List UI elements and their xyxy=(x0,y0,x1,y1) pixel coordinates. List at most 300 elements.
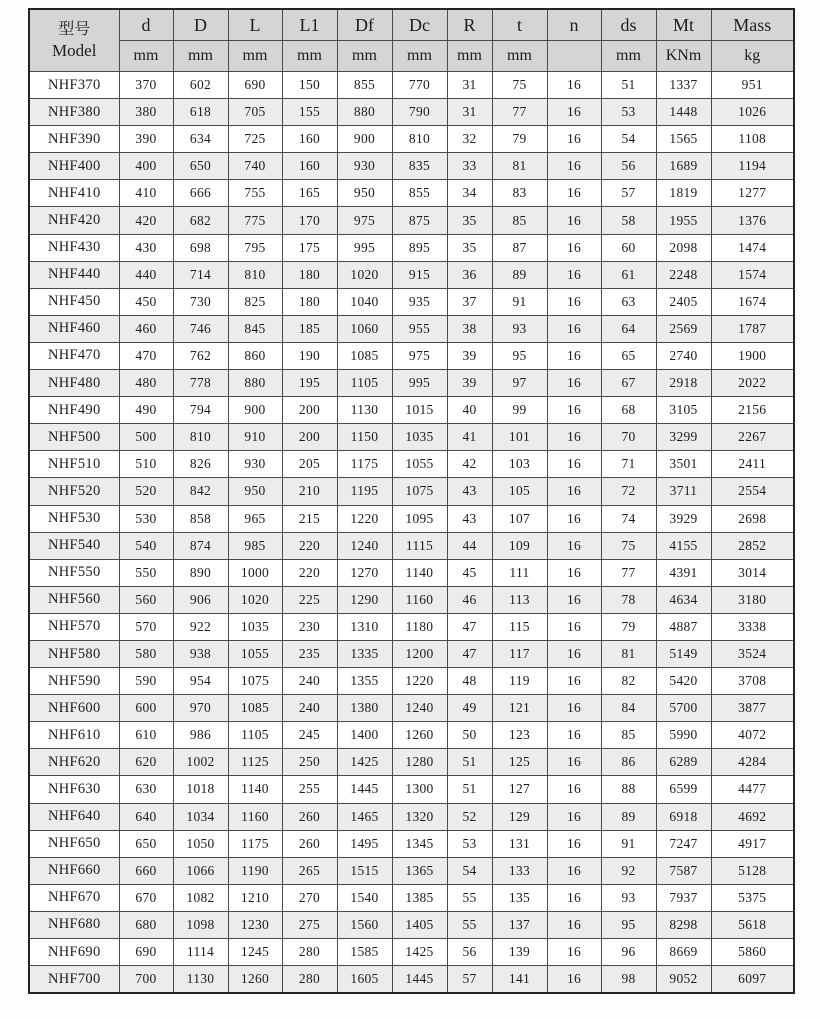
cell-t: 91 xyxy=(492,288,547,315)
cell-ds: 74 xyxy=(601,505,656,532)
cell-r: 51 xyxy=(447,749,492,776)
cell-model: NHF500 xyxy=(29,424,119,451)
cell-n: 16 xyxy=(547,207,601,234)
cell-n: 16 xyxy=(547,99,601,126)
cell-mt: 1819 xyxy=(656,180,711,207)
cell-model: NHF660 xyxy=(29,857,119,884)
cell-l1: 200 xyxy=(282,397,337,424)
cell-n: 16 xyxy=(547,559,601,586)
column-unit-l1: mm xyxy=(282,41,337,72)
cell-dc: 975 xyxy=(392,342,447,369)
cell-mass: 4477 xyxy=(711,776,794,803)
cell-model: NHF480 xyxy=(29,370,119,397)
cell-mt: 2569 xyxy=(656,315,711,342)
cell-mass: 4692 xyxy=(711,803,794,830)
header-units-row xyxy=(29,41,794,72)
cell-ds: 88 xyxy=(601,776,656,803)
cell-model: NHF420 xyxy=(29,207,119,234)
cell-df: 1605 xyxy=(337,966,392,994)
cell-model: NHF370 xyxy=(29,72,119,99)
cell-l1: 250 xyxy=(282,749,337,776)
cell-mass: 3524 xyxy=(711,640,794,667)
cell-model: NHF620 xyxy=(29,749,119,776)
cell-dc: 1425 xyxy=(392,939,447,966)
cell-mass: 2156 xyxy=(711,397,794,424)
cell-mass: 3877 xyxy=(711,695,794,722)
header-labels-row xyxy=(29,9,794,41)
cell-d: 570 xyxy=(119,613,173,640)
cell-l: 755 xyxy=(228,180,282,207)
cell-n: 16 xyxy=(547,939,601,966)
cell-d: 650 xyxy=(119,830,173,857)
cell-d: 560 xyxy=(119,586,173,613)
cell-d: 810 xyxy=(173,424,228,451)
cell-l: 880 xyxy=(228,370,282,397)
cell-d: 400 xyxy=(119,153,173,180)
cell-l1: 265 xyxy=(282,857,337,884)
cell-model: NHF470 xyxy=(29,342,119,369)
cell-ds: 81 xyxy=(601,640,656,667)
cell-n: 16 xyxy=(547,668,601,695)
cell-ds: 79 xyxy=(601,613,656,640)
cell-d: 602 xyxy=(173,72,228,99)
cell-d: 986 xyxy=(173,722,228,749)
cell-l: 825 xyxy=(228,288,282,315)
cell-l1: 270 xyxy=(282,884,337,911)
cell-t: 123 xyxy=(492,722,547,749)
cell-l: 1245 xyxy=(228,939,282,966)
table-row xyxy=(29,830,794,857)
cell-mass: 2852 xyxy=(711,532,794,559)
cell-df: 1150 xyxy=(337,424,392,451)
table-row xyxy=(29,72,794,99)
cell-dc: 1220 xyxy=(392,668,447,695)
column-unit-d: mm xyxy=(173,41,228,72)
column-header-dc: Dc xyxy=(392,9,447,41)
cell-df: 1195 xyxy=(337,478,392,505)
cell-l1: 160 xyxy=(282,153,337,180)
cell-n: 16 xyxy=(547,857,601,884)
cell-model: NHF630 xyxy=(29,776,119,803)
cell-l: 795 xyxy=(228,234,282,261)
cell-l1: 280 xyxy=(282,939,337,966)
cell-mt: 3711 xyxy=(656,478,711,505)
cell-d: 1082 xyxy=(173,884,228,911)
cell-l1: 220 xyxy=(282,559,337,586)
cell-l1: 230 xyxy=(282,613,337,640)
cell-mass: 3338 xyxy=(711,613,794,640)
cell-n: 16 xyxy=(547,315,601,342)
cell-df: 1310 xyxy=(337,613,392,640)
table-row xyxy=(29,451,794,478)
cell-l: 910 xyxy=(228,424,282,451)
cell-t: 107 xyxy=(492,505,547,532)
cell-d: 682 xyxy=(173,207,228,234)
cell-ds: 51 xyxy=(601,72,656,99)
cell-r: 39 xyxy=(447,342,492,369)
table-row xyxy=(29,99,794,126)
column-header-d: D xyxy=(173,9,228,41)
column-unit-mass: kg xyxy=(711,41,794,72)
cell-dc: 955 xyxy=(392,315,447,342)
cell-d: 430 xyxy=(119,234,173,261)
cell-l1: 275 xyxy=(282,911,337,938)
cell-df: 1465 xyxy=(337,803,392,830)
cell-d: 906 xyxy=(173,586,228,613)
cell-mass: 5128 xyxy=(711,857,794,884)
cell-t: 87 xyxy=(492,234,547,261)
cell-model: NHF430 xyxy=(29,234,119,261)
cell-r: 47 xyxy=(447,613,492,640)
column-header-n: n xyxy=(547,9,601,41)
cell-t: 101 xyxy=(492,424,547,451)
cell-d: 370 xyxy=(119,72,173,99)
cell-model: NHF650 xyxy=(29,830,119,857)
cell-t: 99 xyxy=(492,397,547,424)
cell-mt: 8669 xyxy=(656,939,711,966)
cell-l: 705 xyxy=(228,99,282,126)
cell-dc: 1160 xyxy=(392,586,447,613)
cell-mt: 1565 xyxy=(656,126,711,153)
cell-d: 1002 xyxy=(173,749,228,776)
cell-r: 41 xyxy=(447,424,492,451)
cell-l: 1160 xyxy=(228,803,282,830)
cell-r: 33 xyxy=(447,153,492,180)
table-row xyxy=(29,532,794,559)
cell-mt: 2740 xyxy=(656,342,711,369)
cell-model: NHF450 xyxy=(29,288,119,315)
cell-l1: 200 xyxy=(282,424,337,451)
cell-ds: 84 xyxy=(601,695,656,722)
cell-mt: 4887 xyxy=(656,613,711,640)
cell-d: 630 xyxy=(119,776,173,803)
column-unit-df: mm xyxy=(337,41,392,72)
cell-mass: 5618 xyxy=(711,911,794,938)
column-header-t: t xyxy=(492,9,547,41)
cell-model: NHF570 xyxy=(29,613,119,640)
column-unit-mt: KNm xyxy=(656,41,711,72)
table-row xyxy=(29,342,794,369)
column-unit-n xyxy=(547,41,601,72)
cell-df: 1560 xyxy=(337,911,392,938)
cell-t: 103 xyxy=(492,451,547,478)
cell-model: NHF610 xyxy=(29,722,119,749)
cell-n: 16 xyxy=(547,722,601,749)
cell-r: 35 xyxy=(447,234,492,261)
cell-t: 121 xyxy=(492,695,547,722)
cell-d: 420 xyxy=(119,207,173,234)
cell-dc: 895 xyxy=(392,234,447,261)
table-row xyxy=(29,207,794,234)
cell-mass: 1787 xyxy=(711,315,794,342)
cell-dc: 1015 xyxy=(392,397,447,424)
cell-mt: 2248 xyxy=(656,261,711,288)
cell-mt: 7937 xyxy=(656,884,711,911)
cell-model: NHF600 xyxy=(29,695,119,722)
cell-df: 1085 xyxy=(337,342,392,369)
cell-n: 16 xyxy=(547,451,601,478)
cell-mass: 1194 xyxy=(711,153,794,180)
cell-dc: 1345 xyxy=(392,830,447,857)
cell-l1: 240 xyxy=(282,695,337,722)
cell-l: 1055 xyxy=(228,640,282,667)
cell-ds: 86 xyxy=(601,749,656,776)
cell-mass: 2411 xyxy=(711,451,794,478)
column-unit-ds: mm xyxy=(601,41,656,72)
cell-l: 930 xyxy=(228,451,282,478)
cell-n: 16 xyxy=(547,586,601,613)
cell-n: 16 xyxy=(547,72,601,99)
cell-l: 950 xyxy=(228,478,282,505)
cell-l: 1260 xyxy=(228,966,282,994)
cell-mass: 1026 xyxy=(711,99,794,126)
cell-t: 109 xyxy=(492,532,547,559)
cell-d: 618 xyxy=(173,99,228,126)
coupling-spec-table xyxy=(28,8,795,994)
cell-dc: 1445 xyxy=(392,966,447,994)
cell-mt: 4391 xyxy=(656,559,711,586)
cell-d: 1034 xyxy=(173,803,228,830)
cell-mass: 2554 xyxy=(711,478,794,505)
cell-df: 1060 xyxy=(337,315,392,342)
cell-r: 40 xyxy=(447,397,492,424)
cell-d: 450 xyxy=(119,288,173,315)
cell-ds: 60 xyxy=(601,234,656,261)
cell-model: NHF390 xyxy=(29,126,119,153)
cell-df: 1175 xyxy=(337,451,392,478)
cell-mt: 6599 xyxy=(656,776,711,803)
cell-df: 1355 xyxy=(337,668,392,695)
table-row xyxy=(29,695,794,722)
cell-dc: 1320 xyxy=(392,803,447,830)
cell-r: 56 xyxy=(447,939,492,966)
cell-mt: 3299 xyxy=(656,424,711,451)
cell-df: 1105 xyxy=(337,370,392,397)
cell-mt: 7247 xyxy=(656,830,711,857)
table-row xyxy=(29,722,794,749)
cell-l: 1140 xyxy=(228,776,282,803)
cell-l: 775 xyxy=(228,207,282,234)
cell-n: 16 xyxy=(547,532,601,559)
cell-model: NHF460 xyxy=(29,315,119,342)
cell-l1: 235 xyxy=(282,640,337,667)
cell-dc: 1140 xyxy=(392,559,447,586)
table-row xyxy=(29,153,794,180)
cell-n: 16 xyxy=(547,884,601,911)
cell-dc: 995 xyxy=(392,370,447,397)
cell-d: 540 xyxy=(119,532,173,559)
cell-t: 105 xyxy=(492,478,547,505)
cell-df: 1540 xyxy=(337,884,392,911)
cell-mt: 2918 xyxy=(656,370,711,397)
cell-df: 1400 xyxy=(337,722,392,749)
cell-l1: 165 xyxy=(282,180,337,207)
cell-ds: 89 xyxy=(601,803,656,830)
cell-ds: 98 xyxy=(601,966,656,994)
cell-t: 127 xyxy=(492,776,547,803)
cell-n: 16 xyxy=(547,505,601,532)
cell-t: 137 xyxy=(492,911,547,938)
cell-df: 995 xyxy=(337,234,392,261)
cell-n: 16 xyxy=(547,342,601,369)
cell-l: 1035 xyxy=(228,613,282,640)
cell-mt: 3105 xyxy=(656,397,711,424)
cell-r: 50 xyxy=(447,722,492,749)
cell-dc: 1405 xyxy=(392,911,447,938)
cell-dc: 1180 xyxy=(392,613,447,640)
cell-n: 16 xyxy=(547,640,601,667)
cell-mass: 1900 xyxy=(711,342,794,369)
cell-t: 115 xyxy=(492,613,547,640)
cell-r: 52 xyxy=(447,803,492,830)
cell-n: 16 xyxy=(547,911,601,938)
cell-model: NHF590 xyxy=(29,668,119,695)
cell-n: 16 xyxy=(547,153,601,180)
cell-df: 1240 xyxy=(337,532,392,559)
cell-mass: 2698 xyxy=(711,505,794,532)
cell-mt: 1955 xyxy=(656,207,711,234)
cell-ds: 67 xyxy=(601,370,656,397)
table-row xyxy=(29,424,794,451)
cell-model: NHF540 xyxy=(29,532,119,559)
cell-t: 141 xyxy=(492,966,547,994)
cell-d: 650 xyxy=(173,153,228,180)
cell-n: 16 xyxy=(547,613,601,640)
cell-ds: 61 xyxy=(601,261,656,288)
table-header xyxy=(29,9,794,72)
cell-l: 740 xyxy=(228,153,282,180)
column-header-r: R xyxy=(447,9,492,41)
cell-l: 845 xyxy=(228,315,282,342)
table-row xyxy=(29,803,794,830)
table-row xyxy=(29,776,794,803)
cell-mass: 1474 xyxy=(711,234,794,261)
cell-model: NHF680 xyxy=(29,911,119,938)
cell-r: 55 xyxy=(447,911,492,938)
cell-r: 31 xyxy=(447,99,492,126)
cell-r: 37 xyxy=(447,288,492,315)
cell-l: 1175 xyxy=(228,830,282,857)
cell-r: 46 xyxy=(447,586,492,613)
cell-t: 89 xyxy=(492,261,547,288)
table-row xyxy=(29,586,794,613)
cell-l1: 260 xyxy=(282,830,337,857)
cell-n: 16 xyxy=(547,478,601,505)
model-label-en: Model xyxy=(52,40,97,60)
cell-d: 510 xyxy=(119,451,173,478)
cell-r: 55 xyxy=(447,884,492,911)
cell-t: 93 xyxy=(492,315,547,342)
cell-df: 1380 xyxy=(337,695,392,722)
cell-mass: 1674 xyxy=(711,288,794,315)
cell-d: 874 xyxy=(173,532,228,559)
cell-df: 855 xyxy=(337,72,392,99)
cell-t: 97 xyxy=(492,370,547,397)
cell-mt: 2405 xyxy=(656,288,711,315)
cell-df: 1495 xyxy=(337,830,392,857)
cell-dc: 1280 xyxy=(392,749,447,776)
column-unit-r: mm xyxy=(447,41,492,72)
cell-d: 460 xyxy=(119,315,173,342)
cell-d: 826 xyxy=(173,451,228,478)
table-row xyxy=(29,234,794,261)
cell-ds: 53 xyxy=(601,99,656,126)
table-body xyxy=(29,72,794,994)
cell-dc: 1095 xyxy=(392,505,447,532)
cell-l: 1020 xyxy=(228,586,282,613)
cell-dc: 1260 xyxy=(392,722,447,749)
cell-n: 16 xyxy=(547,397,601,424)
cell-df: 1335 xyxy=(337,640,392,667)
cell-mass: 1376 xyxy=(711,207,794,234)
cell-ds: 96 xyxy=(601,939,656,966)
cell-l1: 225 xyxy=(282,586,337,613)
cell-model: NHF670 xyxy=(29,884,119,911)
cell-model: NHF580 xyxy=(29,640,119,667)
cell-d: 410 xyxy=(119,180,173,207)
cell-d: 890 xyxy=(173,559,228,586)
cell-l: 1075 xyxy=(228,668,282,695)
cell-d: 746 xyxy=(173,315,228,342)
cell-r: 45 xyxy=(447,559,492,586)
cell-l1: 280 xyxy=(282,966,337,994)
cell-d: 778 xyxy=(173,370,228,397)
cell-d: 698 xyxy=(173,234,228,261)
cell-l: 725 xyxy=(228,126,282,153)
cell-n: 16 xyxy=(547,424,601,451)
cell-mt: 7587 xyxy=(656,857,711,884)
cell-n: 16 xyxy=(547,695,601,722)
cell-n: 16 xyxy=(547,180,601,207)
cell-l: 1210 xyxy=(228,884,282,911)
cell-l1: 205 xyxy=(282,451,337,478)
cell-dc: 835 xyxy=(392,153,447,180)
cell-r: 39 xyxy=(447,370,492,397)
cell-mass: 2022 xyxy=(711,370,794,397)
column-unit-d: mm xyxy=(119,41,173,72)
table-row xyxy=(29,126,794,153)
cell-d: 634 xyxy=(173,126,228,153)
cell-r: 31 xyxy=(447,72,492,99)
table-row xyxy=(29,180,794,207)
cell-l: 965 xyxy=(228,505,282,532)
cell-d: 600 xyxy=(119,695,173,722)
cell-d: 640 xyxy=(119,803,173,830)
cell-d: 714 xyxy=(173,261,228,288)
cell-l: 690 xyxy=(228,72,282,99)
cell-dc: 855 xyxy=(392,180,447,207)
cell-ds: 56 xyxy=(601,153,656,180)
table-row xyxy=(29,559,794,586)
cell-df: 1290 xyxy=(337,586,392,613)
cell-r: 36 xyxy=(447,261,492,288)
cell-mt: 5149 xyxy=(656,640,711,667)
cell-n: 16 xyxy=(547,288,601,315)
cell-r: 34 xyxy=(447,180,492,207)
cell-t: 139 xyxy=(492,939,547,966)
cell-model: NHF560 xyxy=(29,586,119,613)
cell-l1: 240 xyxy=(282,668,337,695)
cell-ds: 72 xyxy=(601,478,656,505)
cell-mass: 1277 xyxy=(711,180,794,207)
cell-ds: 93 xyxy=(601,884,656,911)
cell-df: 975 xyxy=(337,207,392,234)
table-row xyxy=(29,857,794,884)
cell-model: NHF550 xyxy=(29,559,119,586)
table-row xyxy=(29,668,794,695)
cell-l1: 170 xyxy=(282,207,337,234)
cell-mass: 1574 xyxy=(711,261,794,288)
